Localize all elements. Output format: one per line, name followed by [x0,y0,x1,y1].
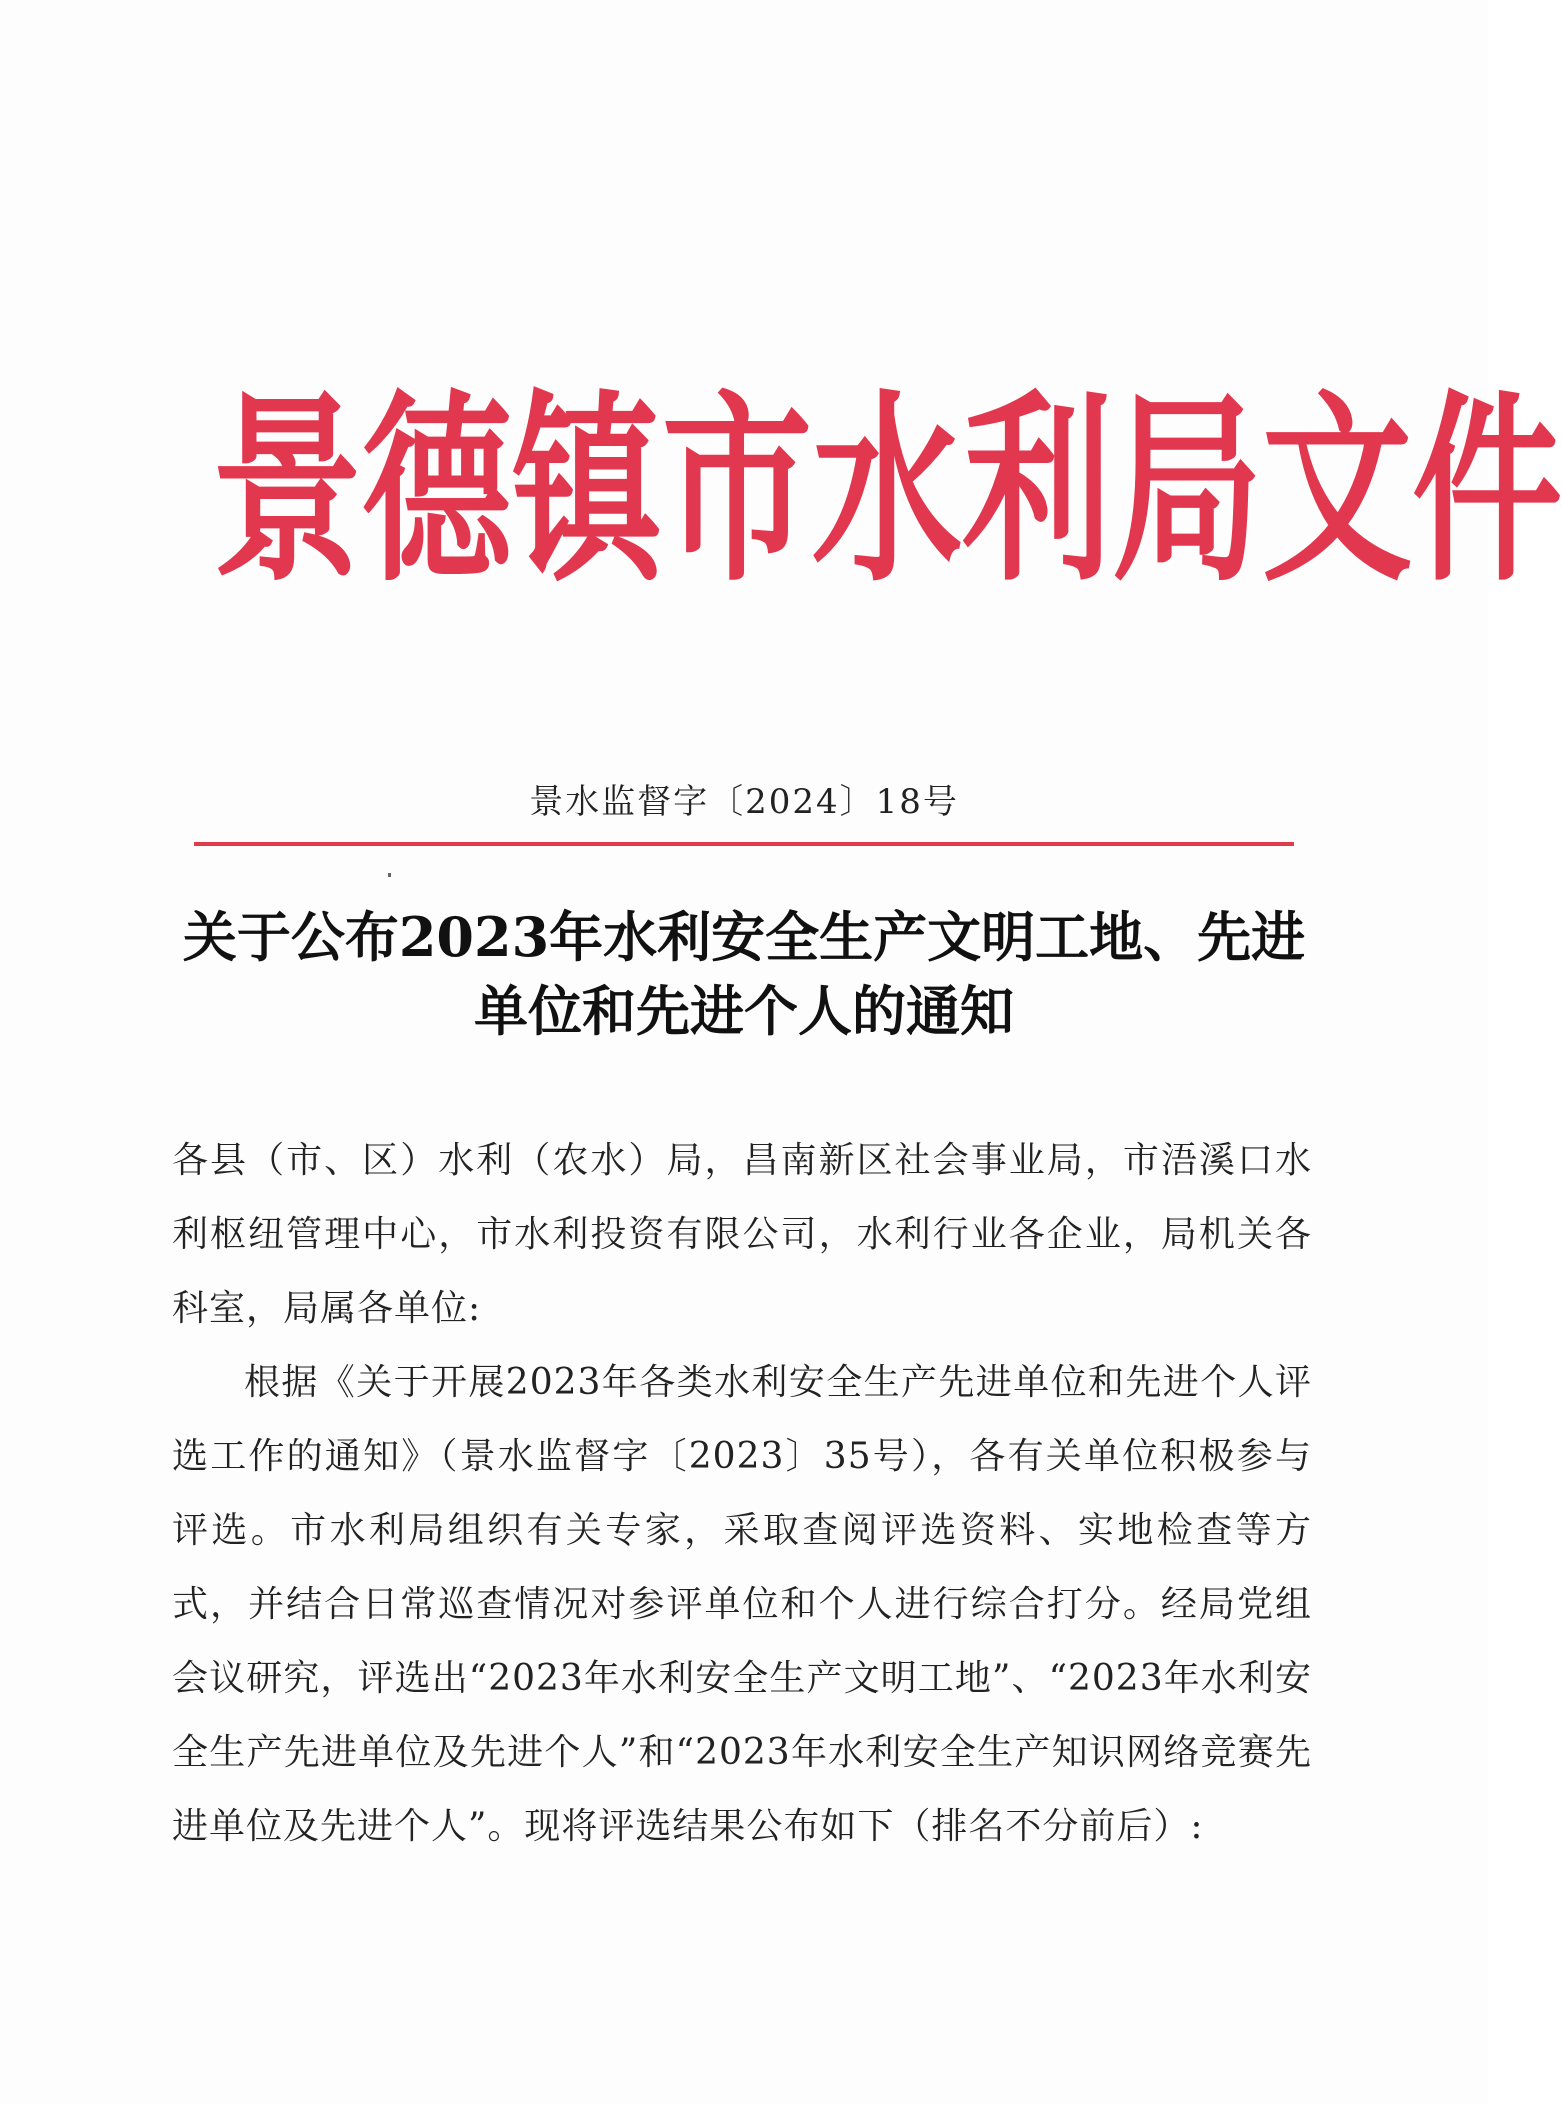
title-line-2: 单位和先进个人的通知 [474,979,1014,1043]
header-char: 市 [662,374,813,610]
header-char: 局 [1112,374,1263,610]
header-char: 德 [362,374,513,610]
header-char: 水 [812,374,963,610]
header-char: 件 [1412,374,1562,610]
header-char: 利 [962,374,1113,610]
document-number: 景水监督字〔2024〕18号 [529,782,959,822]
title-line-1: 关于公布2023年水利安全生产文明工地、先进 [182,905,1306,969]
document-body [172,1124,1312,1864]
header-char: 文 [1262,374,1413,610]
scan-speck [388,873,391,877]
addressees-paragraph: 各县（市、区）水利（农水）局，昌南新区社会事业局，市浯溪口水利枢纽管理中心，市水利投资有限公司，水利行业各企业，局机关各科室，局属各单位: [172,1140,1312,1329]
document-title [150,900,1338,1048]
red-header-issuer [212,374,1562,610]
red-separator-line [194,842,1294,846]
header-char: 镇 [512,374,663,610]
body-paragraph-1: 根据《关于开展2023年各类水利安全生产先进单位和先进个人评选工作的通知》（景水监督字〔2023〕35号），各有关单位积极参与评选。市水利局组织有关专家，采取查阅评选资料、实地检查等方式，并结合日常巡查情况对参评单位和个人进行综合打分。经局党组会议研究，评选出“2023年水利安全生产文明工地”、“2023年水利安全生产先进单位及先进个人”和“2023年水利安全生产知识网络竞赛先进单位及先进个人”。现将评选结果公布如下（排名不分前后）: [172,1362,1312,1847]
header-char: 景 [212,374,363,610]
